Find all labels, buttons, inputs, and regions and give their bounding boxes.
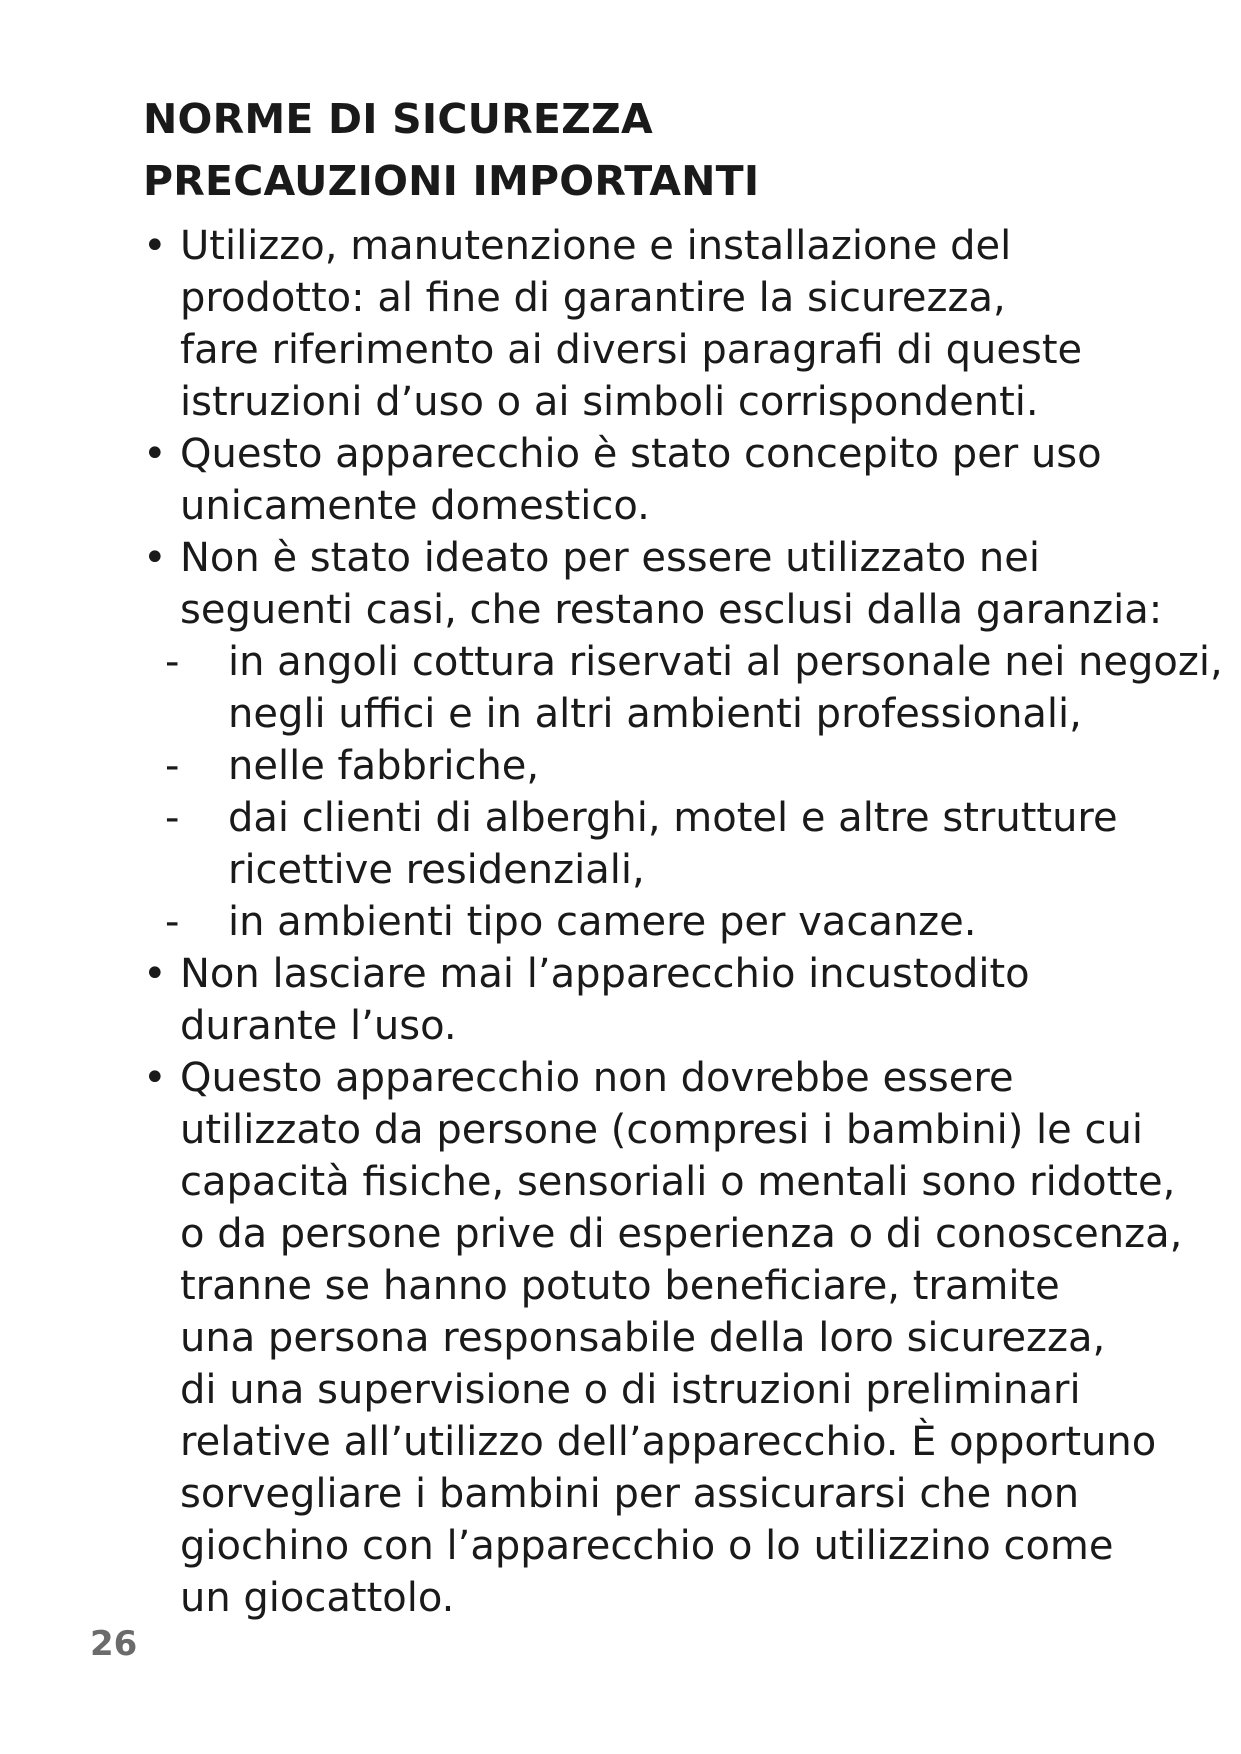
item-text-line: una persona responsabile della loro sicurezza, [180,1315,1106,1361]
item-text-line: durante l’uso. [180,1003,457,1049]
sub-list-item [165,740,1178,792]
item-text-line: Non lasciare mai l’apparecchio incustodito [180,951,1030,997]
item-text-line: capacità fisiche, sensoriali o mentali sono ridotte, [180,1159,1176,1205]
item-text-line: fare riferimento ai diversi paragrafi di queste [180,327,1083,373]
item-text-line: unicamente domestico. [180,483,650,529]
item-text-line: Questo apparecchio è stato concepito per uso [180,431,1102,477]
list-item [143,220,1178,428]
item-text-line: un giocattolo. [180,1575,455,1621]
sub-list-item [165,792,1178,896]
item-text-line: Utilizzo, manutenzione e installazione del [180,223,1012,269]
sub-item-text-line: in angoli cottura riservati al personale nei negozi, [228,639,1223,685]
item-text-line: tranne se hanno potuto beneficiare, tramite [180,1263,1060,1309]
item-text-line: relative all’utilizzo dell’apparecchio. È opportuno [180,1419,1157,1465]
item-text-line: di una supervisione o di istruzioni preliminari [180,1367,1081,1413]
bullet-icon: • [143,1055,167,1101]
bullet-icon: • [143,223,167,269]
item-text-line: istruzioni d’uso o ai simboli corrispondenti. [180,379,1039,425]
section-subtitle: PRECAUZIONI IMPORTANTI [143,157,760,205]
sub-item-text-line: in ambienti tipo camere per vacanze. [228,899,977,945]
bullet-icon: • [143,951,167,997]
sub-item-text-line: ricettive residenziali, [228,847,645,893]
item-text-line: Non è stato ideato per essere utilizzato nei [180,535,1040,581]
safety-list [143,220,1223,1624]
section-title: NORME DI SICUREZZA [143,95,653,143]
sub-list-item [165,896,1178,948]
section-headings [143,88,1143,212]
list-item [143,1052,1183,1624]
item-text-line: o da persone prive di esperienza o di conoscenza, [180,1211,1183,1257]
dash-icon: - [165,743,180,789]
list-item [143,428,1178,532]
dash-icon: - [165,795,180,841]
item-text-line: giochino con l’apparecchio o lo utilizzino come [180,1523,1114,1569]
item-text-line: prodotto: al fine di garantire la sicurezza, [180,275,1006,321]
page-number: 26 [90,1624,138,1664]
sub-item-text-line: dai clienti di alberghi, motel e altre strutture [228,795,1118,841]
item-text-line: sorvegliare i bambini per assicurarsi che non [180,1471,1080,1517]
item-text-line: Questo apparecchio non dovrebbe essere [180,1055,1014,1101]
sub-item-text-line: nelle fabbriche, [228,743,540,789]
list-item [143,532,1178,636]
dash-icon: - [165,639,180,685]
sub-item-text-line: negli uffici e in altri ambienti professionali, [228,691,1082,737]
item-text-line: utilizzato da persone (compresi i bambini) le cui [180,1107,1143,1153]
bullet-icon: • [143,535,167,581]
dash-icon: - [165,899,180,945]
bullet-icon: • [143,431,167,477]
item-text-line: seguenti casi, che restano esclusi dalla garanzia: [180,587,1163,633]
sub-list-item [165,636,1223,740]
list-item [143,948,1178,1052]
